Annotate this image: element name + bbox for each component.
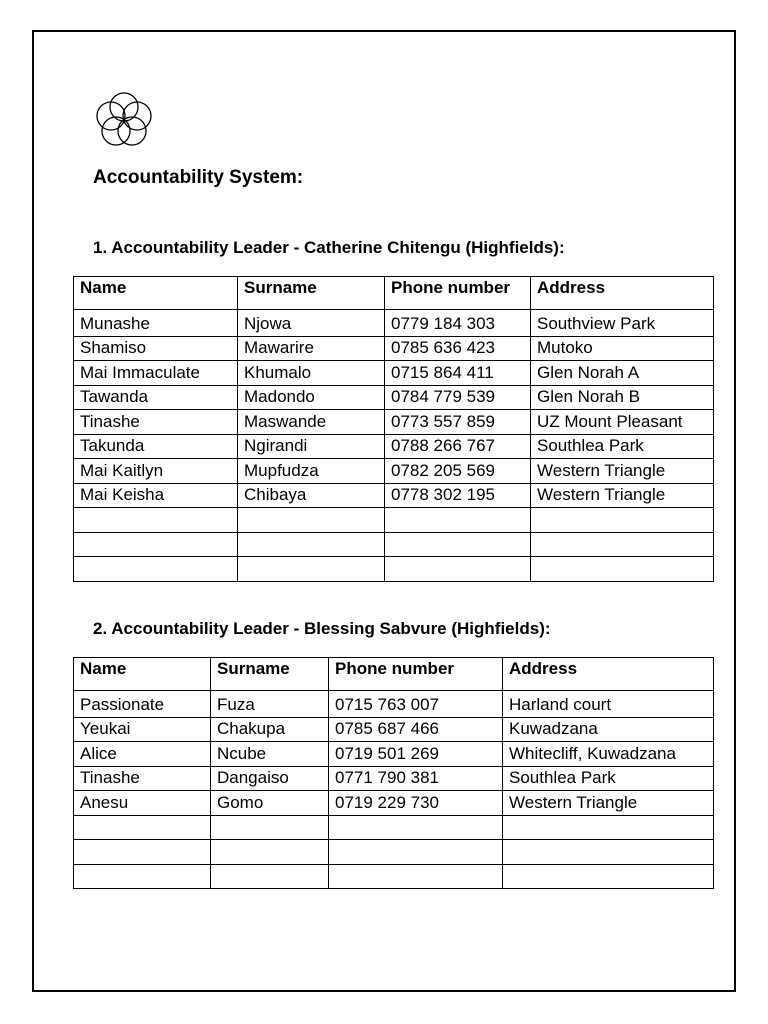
cell-address: Kuwadzana: [503, 717, 714, 742]
cell-surname: Madondo: [238, 385, 385, 410]
contacts-table-2: [73, 657, 714, 889]
table-row-empty: [74, 815, 714, 840]
cell-name: [74, 840, 211, 865]
column-header-address: Address: [503, 658, 714, 691]
cell-name: [74, 532, 238, 557]
table-row: [74, 717, 714, 742]
column-header-phone: Phone number: [329, 658, 503, 691]
cell-name: Takunda: [74, 434, 238, 459]
cell-surname: [238, 557, 385, 582]
cell-phone: [329, 840, 503, 865]
cell-surname: Mawarire: [238, 336, 385, 361]
cell-address: Whitecliff, Kuwadzana: [503, 742, 714, 767]
cell-name: [74, 815, 211, 840]
column-header-address: Address: [531, 277, 714, 310]
table-row-empty: [74, 840, 714, 865]
cell-address: [531, 508, 714, 533]
cell-name: [74, 864, 211, 889]
cell-address: Glen Norah A: [531, 361, 714, 386]
cell-address: Southview Park: [531, 310, 714, 337]
cell-surname: Khumalo: [238, 361, 385, 386]
cell-name: Shamiso: [74, 336, 238, 361]
table-row: [74, 434, 714, 459]
cell-surname: [238, 508, 385, 533]
column-header-name: Name: [74, 277, 238, 310]
table-row: [74, 483, 714, 508]
cell-phone: 0771 790 381: [329, 766, 503, 791]
contacts-table-1: [73, 276, 714, 582]
cell-name: [74, 557, 238, 582]
cell-surname: Maswande: [238, 410, 385, 435]
flower-of-circles-icon: [94, 90, 154, 148]
cell-phone: [329, 864, 503, 889]
cell-phone: 0719 229 730: [329, 791, 503, 816]
table-row: [74, 766, 714, 791]
cell-address: Western Triangle: [503, 791, 714, 816]
cell-name: Anesu: [74, 791, 211, 816]
section-heading-1: 1. Accountability Leader - Catherine Chitengu (Highfields):: [93, 238, 565, 257]
cell-phone: 0779 184 303: [385, 310, 531, 337]
cell-surname: Fuza: [211, 691, 329, 718]
cell-surname: Gomo: [211, 791, 329, 816]
cell-address: UZ Mount Pleasant: [531, 410, 714, 435]
cell-address: [503, 840, 714, 865]
cell-name: Mai Immaculate: [74, 361, 238, 386]
cell-address: [531, 557, 714, 582]
cell-address: [503, 815, 714, 840]
table-row: [74, 361, 714, 386]
table-row: [74, 791, 714, 816]
cell-address: Mutoko: [531, 336, 714, 361]
cell-phone: 0782 205 569: [385, 459, 531, 484]
cell-phone: [385, 532, 531, 557]
cell-phone: 0715 763 007: [329, 691, 503, 718]
column-header-phone: Phone number: [385, 277, 531, 310]
cell-surname: [211, 864, 329, 889]
cell-surname: Njowa: [238, 310, 385, 337]
table-row: [74, 410, 714, 435]
cell-phone: 0788 266 767: [385, 434, 531, 459]
table-header-row: [74, 658, 714, 691]
cell-phone: 0785 687 466: [329, 717, 503, 742]
cell-address: Southlea Park: [531, 434, 714, 459]
cell-surname: [238, 532, 385, 557]
cell-surname: Ngirandi: [238, 434, 385, 459]
table-row: [74, 385, 714, 410]
cell-address: Southlea Park: [503, 766, 714, 791]
table-row: [74, 691, 714, 718]
cell-phone: 0719 501 269: [329, 742, 503, 767]
table-row: [74, 336, 714, 361]
cell-surname: [211, 840, 329, 865]
cell-phone: 0784 779 539: [385, 385, 531, 410]
cell-address: Western Triangle: [531, 483, 714, 508]
table-row: [74, 459, 714, 484]
cell-surname: [211, 815, 329, 840]
cell-name: [74, 508, 238, 533]
cell-name: Tawanda: [74, 385, 238, 410]
table-row-empty: [74, 508, 714, 533]
cell-surname: Mupfudza: [238, 459, 385, 484]
cell-address: [531, 532, 714, 557]
cell-surname: Chibaya: [238, 483, 385, 508]
cell-phone: 0785 636 423: [385, 336, 531, 361]
cell-address: Western Triangle: [531, 459, 714, 484]
cell-phone: 0778 302 195: [385, 483, 531, 508]
cell-surname: Ncube: [211, 742, 329, 767]
table-header-row: [74, 277, 714, 310]
cell-address: Harland court: [503, 691, 714, 718]
cell-phone: [385, 508, 531, 533]
cell-name: Alice: [74, 742, 211, 767]
table-row: [74, 310, 714, 337]
cell-surname: Dangaiso: [211, 766, 329, 791]
cell-phone: 0715 864 411: [385, 361, 531, 386]
document-title: Accountability System:: [93, 167, 304, 188]
table-row-empty: [74, 864, 714, 889]
cell-name: Mai Kaitlyn: [74, 459, 238, 484]
table-row-empty: [74, 532, 714, 557]
cell-surname: Chakupa: [211, 717, 329, 742]
cell-name: Yeukai: [74, 717, 211, 742]
cell-phone: [385, 557, 531, 582]
cell-name: Tinashe: [74, 766, 211, 791]
cell-phone: 0773 557 859: [385, 410, 531, 435]
cell-name: Tinashe: [74, 410, 238, 435]
table-row: [74, 742, 714, 767]
cell-name: Munashe: [74, 310, 238, 337]
column-header-name: Name: [74, 658, 211, 691]
section-heading-2: 2. Accountability Leader - Blessing Sabvure (Highfields):: [93, 619, 551, 638]
table-row-empty: [74, 557, 714, 582]
column-header-surname: Surname: [238, 277, 385, 310]
column-header-surname: Surname: [211, 658, 329, 691]
cell-name: Mai Keisha: [74, 483, 238, 508]
cell-phone: [329, 815, 503, 840]
cell-name: Passionate: [74, 691, 211, 718]
cell-address: Glen Norah B: [531, 385, 714, 410]
cell-address: [503, 864, 714, 889]
